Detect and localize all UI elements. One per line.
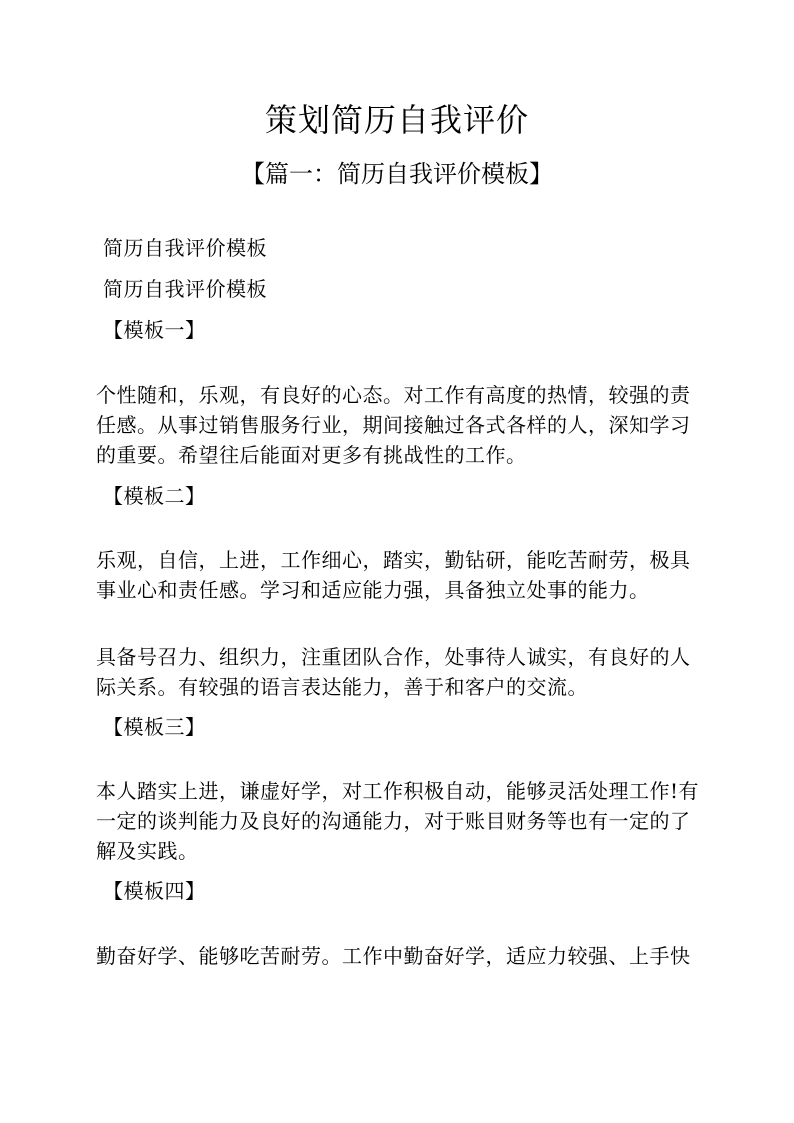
paragraph-line: 际关系。有较强的语言表达能力，善于和客户的交流。: [96, 675, 588, 699]
template-label: 【模板四】: [103, 879, 206, 903]
paragraph-line: 解及实践。: [96, 839, 199, 863]
section-heading: 简历自我评价模板: [103, 277, 267, 301]
paragraph-line: 本人踏实上进，谦虚好学，对工作积极自动，能够灵活处理工作!有: [96, 779, 700, 803]
page-subtitle: 【篇一：简历自我评价模板】: [241, 160, 553, 188]
paragraph-line: 任感。从事过销售服务行业，期间接触过各式各样的人，深知学习: [96, 413, 691, 437]
paragraph-line: 勤奋好学、能够吃苦耐劳。工作中勤奋好学，适应力较强、上手快: [96, 944, 691, 968]
template-label: 【模板二】: [103, 484, 206, 508]
template-label: 【模板三】: [103, 715, 206, 739]
paragraph-line: 的重要。希望往后能面对更多有挑战性的工作。: [96, 443, 527, 467]
paragraph-line: 具备号召力、组织力，注重团队合作，处事待人诚实，有良好的人: [96, 645, 691, 669]
template-label: 【模板一】: [103, 318, 206, 342]
paragraph-line: 事业心和责任感。学习和适应能力强，具备独立处事的能力。: [96, 578, 650, 602]
paragraph-line: 乐观，自信，上进，工作细心，踏实，勤钻研，能吃苦耐劳，极具: [96, 548, 691, 572]
paragraph-line: 个性随和，乐观，有良好的心态。对工作有高度的热情，较强的责: [96, 383, 691, 407]
section-heading: 简历自我评价模板: [103, 236, 267, 260]
page-title: 策划简历自我评价: [264, 101, 529, 139]
paragraph-line: 一定的谈判能力及良好的沟通能力，对于账目财务等也有一定的了: [96, 809, 691, 833]
